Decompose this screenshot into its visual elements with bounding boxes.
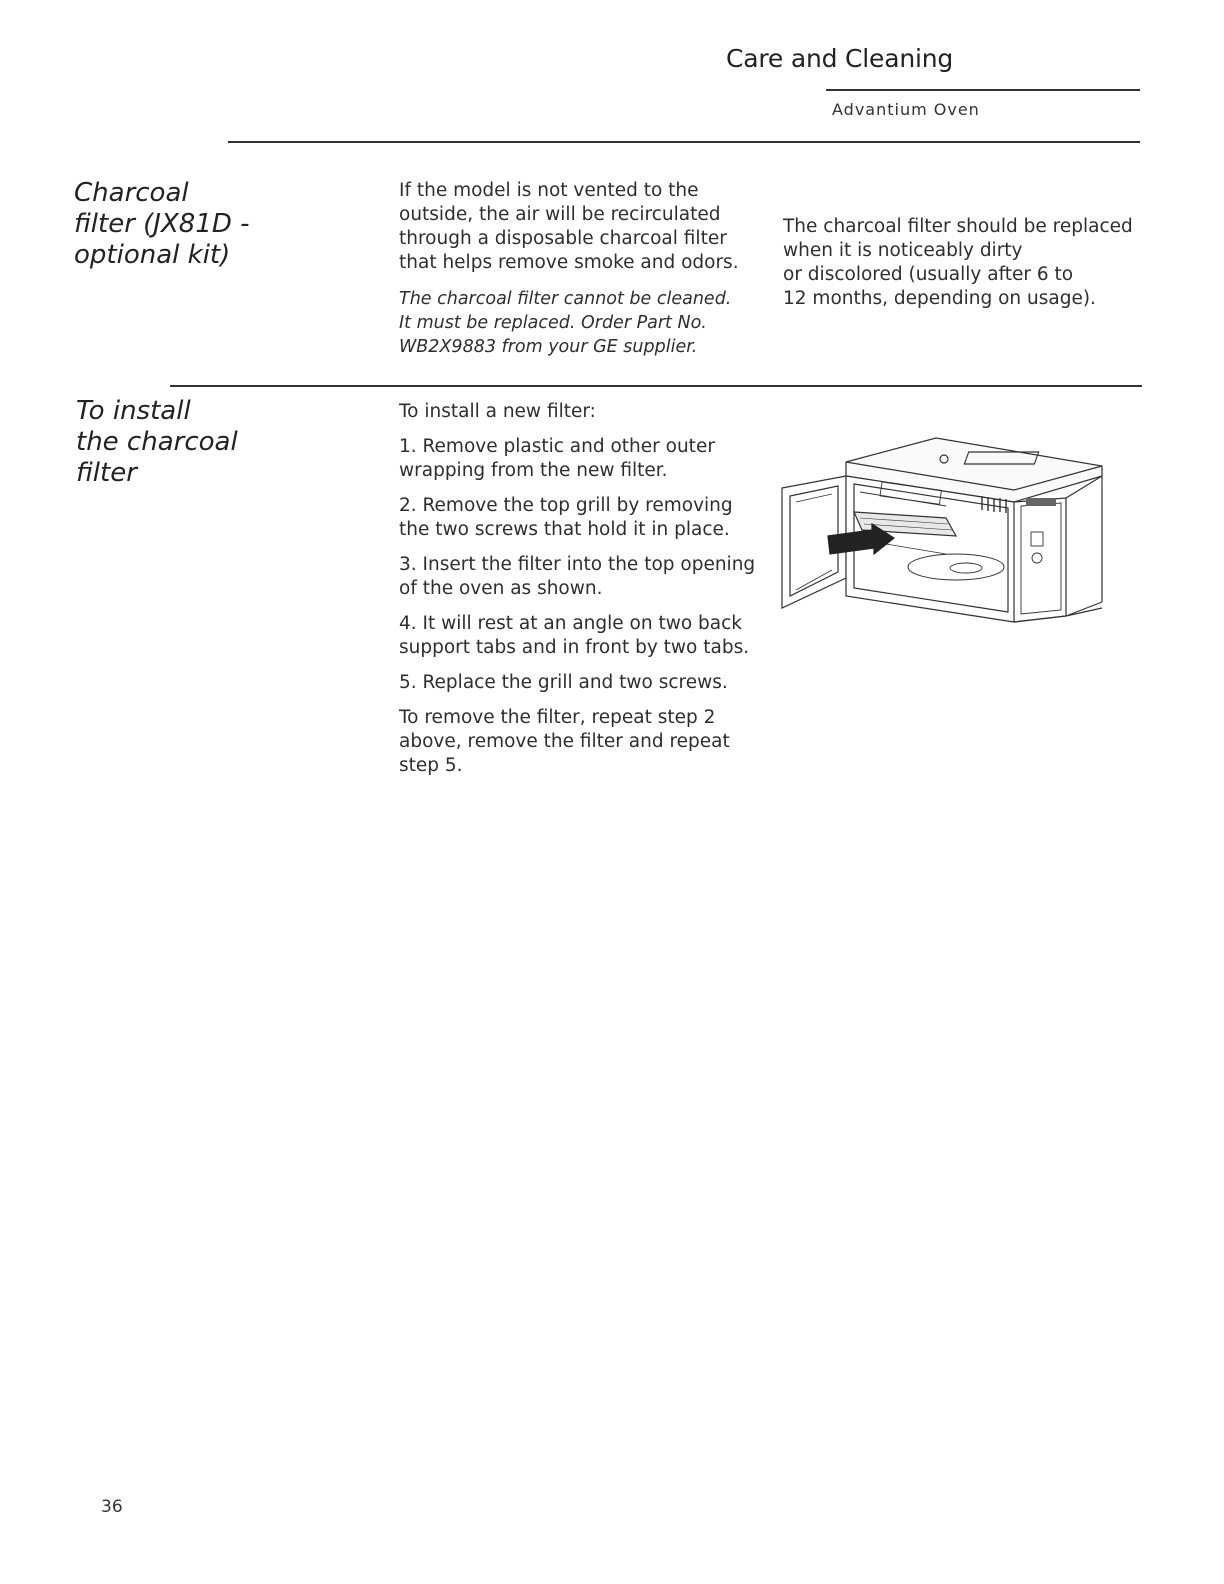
text-line: above, remove the filter and repeat — [399, 731, 730, 752]
text-line: 2. Remove the top grill by removing — [399, 495, 733, 516]
text-line: To remove the filter, repeat step 2 — [399, 707, 716, 728]
replacement-paragraph — [783, 215, 1133, 311]
step-item — [399, 494, 755, 542]
oven-filter-illustration — [776, 432, 1106, 637]
text-line: 4. It will rest at an angle on two back — [399, 613, 742, 634]
text-line: wrapping from the new filter. — [399, 460, 668, 481]
text-line: outside, the air will be recirculated — [399, 204, 721, 225]
product-name: Advantium Oven — [832, 100, 980, 119]
title-line: filter — [76, 458, 137, 488]
step-item — [399, 435, 755, 483]
cleaning-note — [399, 287, 731, 359]
text-line: 12 months, depending on usage). — [783, 288, 1096, 309]
title-line: To install — [76, 396, 191, 426]
text-line: of the oven as shown. — [399, 578, 603, 599]
step-item — [399, 553, 755, 601]
title-line: the charcoal — [76, 427, 238, 457]
intro-paragraph — [399, 179, 739, 275]
text-line: when it is noticeably dirty — [783, 240, 1023, 261]
install-instructions — [399, 400, 755, 789]
header-rule — [228, 141, 1140, 143]
text-line: that helps remove smoke and odors. — [399, 252, 739, 273]
text-line: through a disposable charcoal filter — [399, 228, 727, 249]
section-divider — [170, 385, 1142, 387]
page-number: 36 — [101, 1497, 123, 1517]
install-intro: To install a new filter: — [399, 401, 596, 422]
text-line: WB2X9883 from your GE supplier. — [399, 337, 698, 357]
section-header-title: Care and Cleaning — [726, 44, 954, 73]
text-line: The charcoal filter should be replaced — [783, 216, 1133, 237]
section-title-charcoal-filter — [74, 178, 250, 271]
text-line: It must be replaced. Order Part No. — [399, 313, 707, 333]
text-line: 5. Replace the grill and two screws. — [399, 672, 728, 693]
text-line: or discolored (usually after 6 to — [783, 264, 1074, 285]
text-line: 1. Remove plastic and other outer — [399, 436, 715, 457]
text-line: the two screws that hold it in place. — [399, 519, 730, 540]
title-line: optional kit) — [74, 240, 231, 270]
text-line: step 5. — [399, 755, 463, 776]
title-line: Charcoal — [74, 178, 189, 208]
text-line: The charcoal filter cannot be cleaned. — [399, 289, 732, 309]
text-line: 3. Insert the filter into the top opening — [399, 554, 756, 575]
text-line: If the model is not vented to the — [399, 180, 699, 201]
title-line: filter (JX81D - — [74, 209, 250, 239]
header-divider — [826, 89, 1140, 91]
remove-instructions — [399, 706, 755, 778]
step-item — [399, 612, 755, 660]
section-title-install-filter — [76, 396, 238, 489]
text-line: support tabs and in front by two tabs. — [399, 637, 750, 658]
step-item — [399, 671, 755, 695]
